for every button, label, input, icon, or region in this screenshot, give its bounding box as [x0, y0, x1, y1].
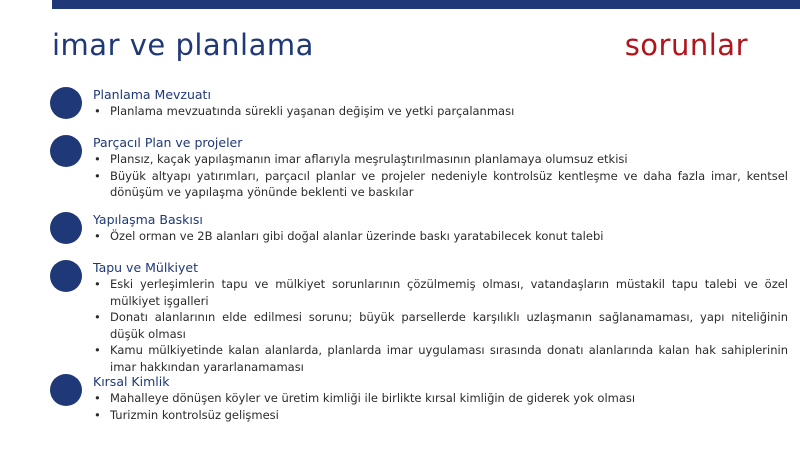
section-title: Tapu ve Mülkiyet — [93, 260, 198, 275]
bullet-icon: • — [94, 229, 101, 243]
bullet-icon: • — [94, 168, 101, 183]
bullet-icon: • — [94, 310, 101, 324]
item-text: Kamu mülkiyetinde kalan alanlarda, planlarda imar uygulaması sırasında donatı alanlarında kalan hak sahiplerinin imar hakkından yararlanamaması — [110, 343, 788, 374]
section-title: Kırsal Kimlik — [93, 374, 170, 389]
list-item — [93, 342, 788, 375]
list-item — [93, 276, 788, 309]
item-text: Büyük altyapı yatırımları, parçacıl planlar ve projeler nedeniyle kontrolsüz kentleşme ve daha fazla imar, kentsel dönüşüm ve yapılaşma yönünde beklenti ve baskılar — [110, 168, 788, 199]
section-circle-icon — [50, 212, 82, 244]
item-text: Plansız, kaçak yapılaşmanın imar aflarıyla meşrulaştırılmasının planlamaya olumsuz etkisi — [110, 152, 628, 166]
bullet-icon: • — [94, 104, 101, 118]
section-title: Planlama Mevzuatı — [93, 87, 211, 102]
item-text: Donatı alanlarının elde edilmesi sorunu; büyük parsellerde karşılıklı uzlaşmanın sağlanamaması, yapı niteliğinin düşük olması — [110, 310, 788, 341]
section-circle-icon — [50, 374, 82, 406]
section-circle-icon — [50, 87, 82, 119]
list-item — [93, 228, 788, 245]
slide-tag: sorunlar — [624, 28, 748, 62]
bullet-icon: • — [94, 343, 101, 357]
top-accent-bar — [52, 0, 800, 9]
item-text: Özel orman ve 2B alanları gibi doğal alanlar üzerinde baskı yaratabilecek konut talebi — [110, 229, 604, 243]
bullet-icon: • — [94, 391, 101, 405]
item-text: Mahalleye dönüşen köyler ve üretim kimliği ile birlikte kırsal kimliğin de giderek yok olması — [110, 391, 636, 405]
section-circle-icon — [50, 260, 82, 292]
bullet-icon: • — [94, 152, 101, 166]
bullet-icon: • — [94, 277, 101, 291]
item-list — [93, 103, 788, 120]
item-list — [93, 228, 788, 245]
item-list — [93, 151, 788, 201]
item-list — [93, 390, 788, 423]
list-item — [93, 168, 788, 201]
list-item — [93, 407, 788, 424]
list-item — [93, 390, 788, 407]
section-circle-icon — [50, 135, 82, 167]
list-item — [93, 151, 788, 168]
section-title: Yapılaşma Baskısı — [93, 212, 203, 227]
item-list — [93, 276, 788, 375]
item-text: Planlama mevzuatında sürekli yaşanan değişim ve yetki parçalanması — [110, 104, 515, 118]
item-text: Eski yerleşimlerin tapu ve mülkiyet sorunlarının çözülmemiş olması, vatandaşların müstakil tapu talebi ve özel mülkiyet işgalleri — [110, 277, 788, 308]
section-title: Parçacıl Plan ve projeler — [93, 135, 243, 150]
list-item — [93, 309, 788, 342]
slide-title: imar ve planlama — [52, 28, 314, 62]
list-item — [93, 103, 788, 120]
item-text: Turizmin kontrolsüz gelişmesi — [110, 407, 279, 422]
bullet-icon: • — [94, 407, 101, 422]
